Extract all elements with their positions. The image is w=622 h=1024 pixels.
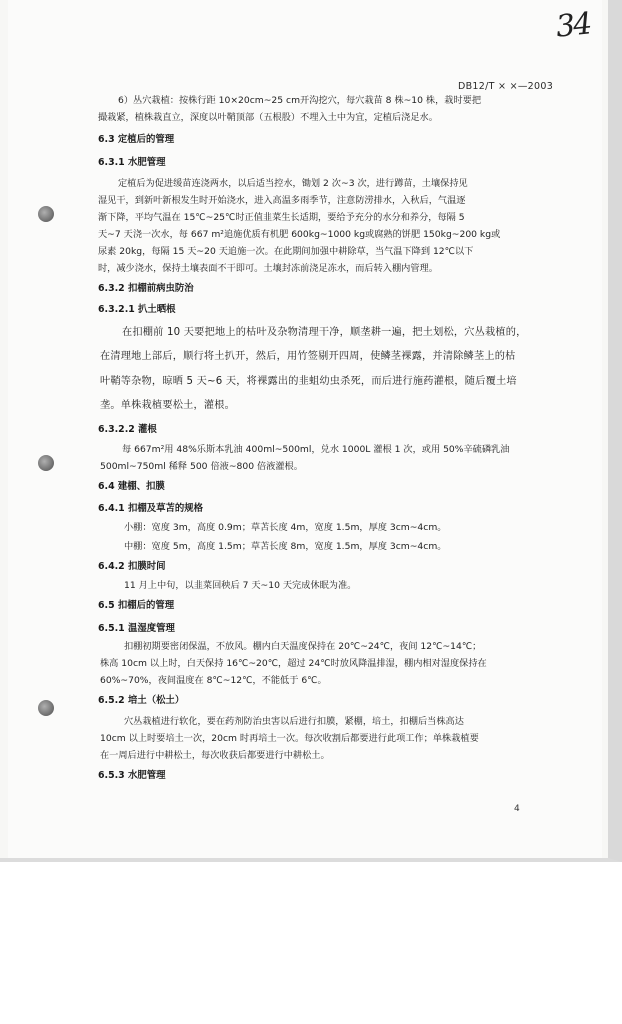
section-heading: 6.3.1 水肥管理: [98, 157, 166, 168]
body-line: 垄。单株栽植要松土，灌根。: [100, 400, 236, 411]
body-line: 株高 10cm 以上时，白天保持 16℃~20℃，超过 24℃时放风降温排湿，棚内相对湿度保持在: [100, 658, 487, 669]
section-heading: 6.4.1 扣棚及草苫的规格: [98, 503, 203, 514]
section-heading: 6.5.2 培土（松土）: [98, 695, 185, 706]
document-page: [8, 0, 602, 858]
body-line: 6）丛穴栽植：按株行距 10×20cm~25 cm开沟挖穴，每穴栽苗 8 株~10 株，栽时要把: [118, 95, 482, 106]
body-line: 渐下降，平均气温在 15℃~25℃时正值韭菜生长适期，要给予充分的水分和养分，每隔 5: [98, 212, 465, 223]
body-line: 尿素 20kg，每隔 15 天~20 天追施一次。在此期间加强中耕除草，当气温下降到 12℃以下: [98, 246, 474, 257]
section-heading: 6.3 定植后的管理: [98, 134, 175, 145]
section-heading: 6.3.2.2 灌根: [98, 424, 157, 435]
body-line: 在一周后进行中耕松土，每次收获后都要进行中耕松土。: [100, 750, 330, 761]
section-heading: 6.5.3 水肥管理: [98, 770, 166, 781]
body-line: 叶鞘等杂物，晾晒 5 天~6 天，将裸露出的韭蛆幼虫杀死，而后进行施药灌根，随后覆土培: [100, 376, 517, 387]
body-line: 穴丛栽植进行软化，要在药剂防治虫害以后进行扣膜，紧棚，培土，扣棚后当株高达: [124, 716, 464, 727]
section-heading: 6.5 扣棚后的管理: [98, 600, 175, 611]
body-line: 每 667m²用 48%乐斯本乳油 400ml~500ml，兑水 1000L 灌根 1 次，或用 50%辛硫磷乳油: [122, 444, 510, 455]
punch-hole: [38, 455, 54, 471]
body-line: 撮栽紧，植株栽直立，深度以叶鞘顶部（五根股）不埋入土中为宜，定植后浇足水。: [98, 112, 438, 123]
page-number: 4: [514, 804, 520, 814]
standard-code: DB12/T × ×—2003: [458, 81, 554, 92]
body-line: 500ml~750ml 稀释 500 倍液~800 倍液灌根。: [100, 461, 303, 472]
body-line: 湿见干，到新叶新根发生时开始浇水，进入高温多雨季节，注意防涝排水，入秋后，气温逐: [98, 195, 466, 206]
section-heading: 6.5.1 温湿度管理: [98, 623, 175, 634]
body-line: 60%~70%，夜间温度在 8℃~12℃，不能低于 6℃。: [100, 675, 327, 686]
punch-hole: [38, 700, 54, 716]
body-line: 时，减少浇水，保持土壤表面不干即可。土壤封冻前浇足冻水，而后转入棚内管理。: [98, 263, 438, 274]
body-line: 定植后为促进缓苗连浇两水，以后适当控水，锄划 2 次~3 次，进行蹲苗，土壤保持见: [118, 178, 468, 189]
section-heading: 6.3.2.1 扒土晒根: [98, 304, 176, 315]
body-line: 扣棚初期要密闭保温，不放风。棚内白天温度保持在 20℃~24℃，夜间 12℃~14℃；: [124, 641, 482, 652]
body-line: 在扣棚前 10 天要把地上的枯叶及杂物清理干净，顺垄耕一遍，把土划松，穴丛栽植的，: [122, 327, 527, 338]
body-line: 在清理地上部后，顺行将土扒开，然后，用竹签剔开四周，使鳞茎裸露，并清除鳞茎上的枯: [100, 351, 516, 362]
section-heading: 6.4.2 扣膜时间: [98, 561, 166, 572]
body-line: 小棚：宽度 3m，高度 0.9m；草苫长度 4m，宽度 1.5m，厚度 3cm~4cm。: [124, 522, 447, 533]
handwritten-page-number: 34: [554, 6, 592, 45]
body-line: 中棚：宽度 5m，高度 1.5m；草苫长度 8m，宽度 1.5m，厚度 3cm~4cm。: [124, 541, 447, 552]
body-line: 11 月上中旬，以韭菜回秧后 7 天~10 天完成休眠为准。: [124, 580, 357, 591]
body-line: 天~7 天浇一次水，每 667 m²追施优质有机肥 600kg~1000 kg或腐熟的饼肥 150kg~200 kg或: [98, 229, 501, 240]
section-heading: 6.3.2 扣棚前病虫防治: [98, 283, 194, 294]
section-heading: 6.4 建棚、扣膜: [98, 481, 165, 492]
body-line: 10cm 以上时要培土一次，20cm 时再培土一次。每次收割后都要进行此项工作；单株栽植要: [100, 733, 479, 744]
punch-hole: [38, 206, 54, 222]
